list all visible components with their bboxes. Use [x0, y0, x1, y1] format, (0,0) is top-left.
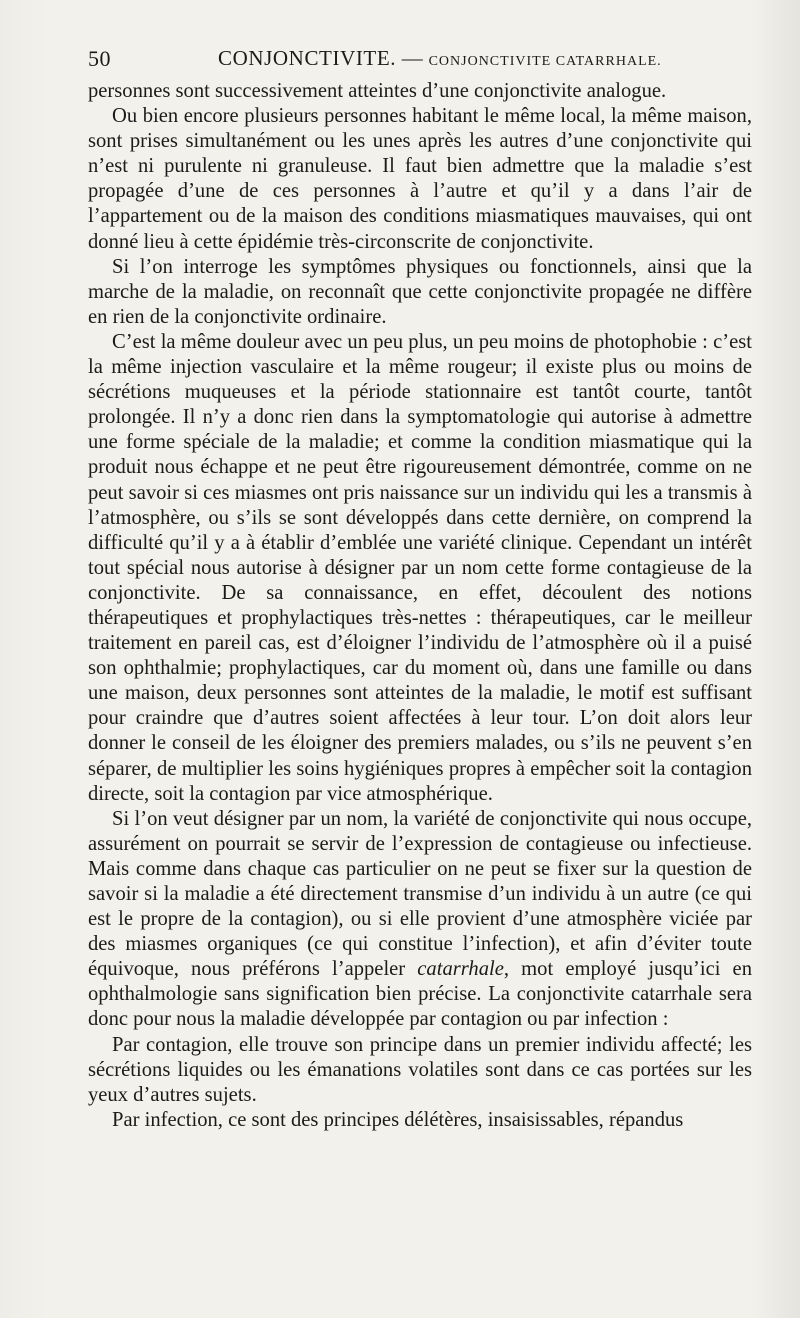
paragraph-1: personnes sont successivement atteintes d’une conjonctivite analogue.: [88, 80, 667, 102]
paragraph-4: C’est la même douleur avec un peu plus, un peu moins de photophobie : c’est la même injection vasculaire et la même rougeur; il existe plus ou moins de sécrétions muqueuses et la période stationnaire est tantôt courte, tantôt prolongée. Il n’y a donc rien dans la symptomatologie qui autorise à admettre une forme spéciale de la maladie; et comme la condition miasmatique qui la produit nous échappe et ne peut être rigoureusement démontrée, comme on ne peut savoir si ces miasmes ont pris naissance sur un individu qui les a transmis à l’atmosphère, ou s’ils se sont développés dans cette dernière, on comprend la difficulté qu’il y a à établir d’emblée une variété clinique. Cependant un intérêt tout spécial nous autorise à désigner par un nom cette forme contagieuse de la conjonctivite. De sa connaissance, en effet, découlent des notions thérapeutiques et prophylactiques très-nettes : thérapeutiques, car le meilleur traitement en pareil cas, est d’éloigner l’individu de l’atmosphère où il a puisé son ophthalmie; prophylactiques, car du moment où, dans une famille ou dans une maison, deux personnes sont atteintes de la maladie, le motif est suffisant pour craindre que d’autres soient affectées à leur tour. L’on doit alors leur donner le conseil de les éloigner des premiers malades, ou s’ils ne peuvent s’en séparer, de multiplier les soins hygiéniques propres à empêcher soit la contagion directe, soit la contagion par vice atmosphérique.: [88, 330, 752, 805]
paragraph-2: Ou bien encore plusieurs personnes habitant le même local, la même maison, sont prises simultanément ou les unes après les autres d’une conjonctivite qui n’est ni purulente ni granuleuse. Il faut bien admettre que la maladie s’est propagée d’une de ces personnes à l’autre et qu’il y a dans l’air de l’appartement ou de la maison des conditions miasmatiques mauvaises, qui ont donné lieu à cette épidémie très-circonscrite de conjonctivite.: [88, 105, 752, 253]
paragraph-3: Si l’on interroge les symptômes physiques ou fonctionnels, ainsi que la marche de la maladie, on reconnaît que cette conjonctivite propagée ne diffère en rien de la conjonctivite ordinaire.: [88, 255, 752, 328]
paragraph-5-emphasis: catarrhale: [417, 958, 504, 981]
body-text: [88, 79, 752, 1133]
paragraph-5-text-after: , mot employé jusqu’ici en ophthalmologie sans signification bien précise. La conjonctivite catarrhale sera donc pour nous la maladie développée par contagion ou par infection :: [88, 958, 752, 1031]
paragraph-5: [88, 807, 752, 1033]
paragraph-5-text-before: Si l’on veut désigner par un nom, la variété de conjonctivite qui nous occupe, assurément on pourrait se servir de l’expression de contagieuse ou infectieuse. Mais comme dans chaque cas particulier on ne peut se fixer sur la question de savoir si la maladie a été directement transmise d’un individu à un autre (ce qui est le propre de la contagion), ou si elle provient d’une atmosphère viciée par des miasmes organiques (ce qui constitue l’infection), et afin d’éviter toute équivoque, nous préférons l’appeler: [88, 807, 752, 981]
paragraph-6: Par contagion, elle trouve son principe dans un premier individu affecté; les sécrétions liquides ou les émanations volatiles sont dans ce cas portées sur les yeux d’autres sujets.: [88, 1033, 752, 1106]
running-title-main: CONJONCTIVITE.: [218, 46, 397, 70]
running-title-sub: CONJONCTIVITE CATARRHALE.: [428, 54, 662, 69]
running-header: [88, 44, 750, 74]
paragraph-7: Par infection, ce sont des principes délétères, insaisissables, répandus: [112, 1108, 684, 1131]
page-number: 50: [88, 46, 111, 71]
running-title-separator: —: [401, 46, 424, 70]
running-title: [218, 46, 662, 71]
